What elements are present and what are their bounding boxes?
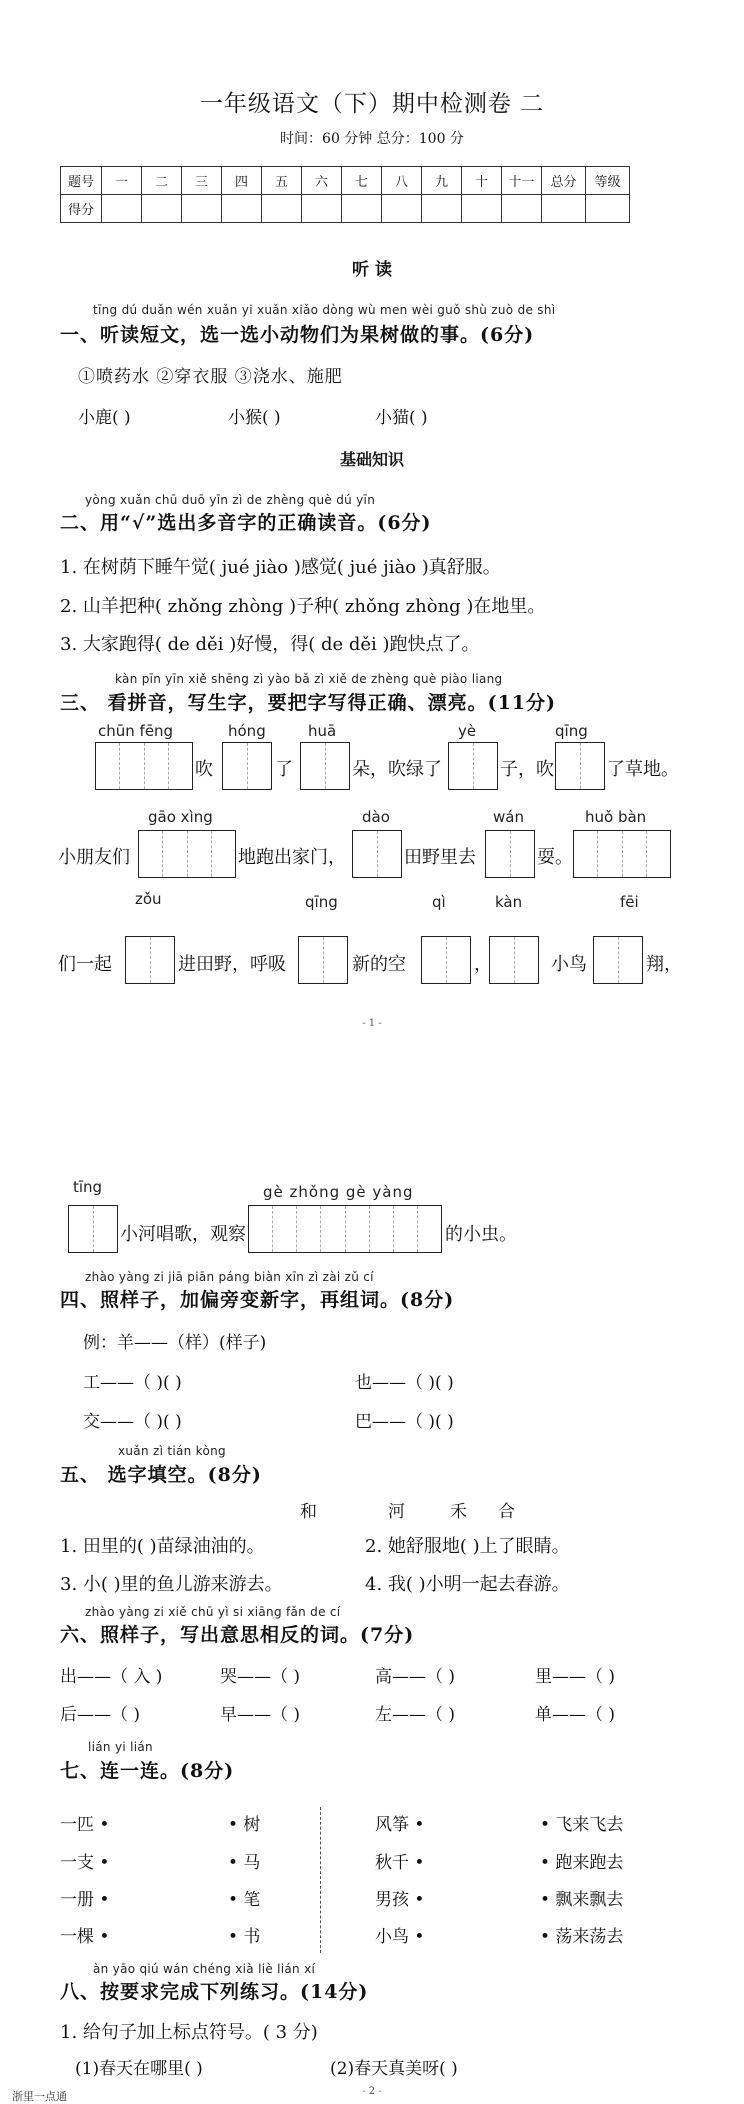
q7-col2-item[interactable]: • 笔 [228, 1890, 261, 1910]
q7-col2-item[interactable]: • 书 [228, 1927, 261, 1947]
q8-item: (1)春天在哪里( ) [75, 2059, 203, 2079]
q3-l2-text: 小朋友们 [58, 847, 130, 868]
score-header-cell: 题号 [61, 167, 102, 195]
q6-item: 左——（ ) [375, 1705, 456, 1725]
q3-l4-pinyin: gè zhǒng gè yàng [263, 1183, 414, 1201]
q3-l3-text: 小鸟 [551, 954, 587, 975]
q4-pinyin: zhào yàng zi jiā piān páng biàn xīn zì zài zǔ cí [85, 1270, 374, 1284]
divider-dashed [320, 1807, 321, 1953]
score-cell [302, 195, 342, 223]
score-cell [586, 195, 630, 223]
q1-title: 一、听读短文，选一选小动物们为果树做的事。(6分) [60, 324, 535, 346]
score-header-cell: 一 [102, 167, 142, 195]
score-header-cell: 十一 [502, 167, 542, 195]
score-header-cell: 九 [422, 167, 462, 195]
q4-row: 也——（ )( ) [355, 1373, 454, 1393]
q8-item: (2)春天真美呀( ) [330, 2059, 458, 2079]
q3-l2-text: 田野里去 [404, 847, 476, 868]
q3-l1-text: 了草地。 [607, 759, 679, 780]
q3-l4-pinyin: tīng [73, 1178, 103, 1196]
q4-row: 交——（ )( ) [83, 1412, 182, 1432]
q3-l4-text: 小河唱歌，观察 [120, 1224, 246, 1245]
score-cell [222, 195, 262, 223]
q3-l4-text: 的小虫。 [445, 1224, 517, 1245]
q1-animal: 小猴( ) [228, 408, 281, 428]
score-cell [102, 195, 142, 223]
q7-col3-item[interactable]: 风筝 • [375, 1815, 425, 1835]
q7-col1-item[interactable]: 一棵 • [60, 1927, 110, 1947]
q7-col4-item[interactable]: • 飘来飘去 [540, 1890, 624, 1910]
writing-box[interactable] [448, 742, 498, 790]
q3-l1-text: 朵，吹绿了 [352, 759, 442, 780]
score-header-cell: 六 [302, 167, 342, 195]
exam-subtitle: 时间：60 分钟 总分：100 分 [280, 131, 464, 147]
q1-animal: 小鹿( ) [78, 408, 131, 428]
q7-col2-item[interactable]: • 马 [228, 1853, 261, 1873]
score-header-cell: 二 [142, 167, 182, 195]
q6-title: 六、照样子，写出意思相反的词。(7分) [60, 1624, 415, 1646]
writing-box[interactable] [298, 936, 348, 984]
q6-item: 单——（ ) [535, 1705, 616, 1725]
q5-pinyin: xuǎn zì tián kòng [118, 1444, 226, 1458]
q3-l3-pinyin: qīng [305, 893, 338, 911]
score-cell [182, 195, 222, 223]
score-cell [262, 195, 302, 223]
q8-sub1: 1. 给句子加上标点符号。( 3 分) [60, 2022, 318, 2043]
q6-item: 早——（ ) [220, 1705, 301, 1725]
q7-col4-item[interactable]: • 飞来飞去 [540, 1815, 624, 1835]
q7-col3-item[interactable]: 秋千 • [375, 1853, 425, 1873]
writing-box[interactable] [573, 830, 671, 878]
score-cell [422, 195, 462, 223]
q7-col1-item[interactable]: 一匹 • [60, 1815, 110, 1835]
q3-l1-pinyin: qīng [555, 722, 588, 740]
writing-box[interactable] [248, 1205, 442, 1253]
writing-box[interactable] [352, 830, 402, 878]
q3-l1-text: 了 [275, 759, 293, 780]
q5-char: 禾 [450, 1502, 467, 1522]
writing-box[interactable] [68, 1205, 118, 1253]
q2-pinyin: yòng xuǎn chū duō yīn zì de zhèng què dú yīn [85, 493, 376, 507]
q3-l3-text: 进田野，呼吸 [178, 954, 286, 975]
q3-l3-text: 翔， [646, 954, 682, 975]
brand-footer: 浙里一点通 [12, 2090, 67, 2103]
score-header-cell: 十 [462, 167, 502, 195]
q3-l3-text: 们一起 [58, 954, 112, 975]
q3-l2-text: 耍。 [537, 847, 573, 868]
writing-box[interactable] [125, 936, 175, 984]
q2-item: 1. 在树荫下睡午觉( jué jiào )感觉( jué jiào )真舒服。 [60, 557, 501, 578]
score-header-cell: 四 [222, 167, 262, 195]
q3-l2-pinyin: gāo xìng [148, 808, 213, 826]
page-number: - 2 - [362, 2086, 382, 2097]
score-header-cell: 七 [342, 167, 382, 195]
q7-pinyin: lián yi lián [88, 1740, 153, 1754]
q3-l3-pinyin: qì [432, 893, 446, 911]
q3-pinyin: kàn pīn yīn xiě shēng zì yào bǎ zì xiě de zhèng què piào liang [115, 672, 503, 686]
writing-box[interactable] [489, 936, 539, 984]
q7-title: 七、连一连。(8分) [60, 1760, 235, 1782]
q3-l3-pinyin: zǒu [135, 890, 162, 908]
q3-l2-text: 地跑出家门， [238, 847, 346, 868]
writing-box[interactable] [593, 936, 643, 984]
score-table-score-row [61, 195, 630, 223]
q7-col2-item[interactable]: • 树 [228, 1815, 261, 1835]
q8-pinyin: àn yāo qiú wán chéng xià liè lián xí [93, 1962, 316, 1976]
score-header-cell: 等级 [586, 167, 630, 195]
q7-col1-item[interactable]: 一支 • [60, 1853, 110, 1873]
score-cell [542, 195, 586, 223]
q5-item: 1. 田里的( )苗绿油油的。 [60, 1536, 265, 1557]
q2-item: 3. 大家跑得( de děi )好慢，得( de děi )跑快点了。 [60, 634, 480, 655]
q3-l3-pinyin: kàn [495, 893, 523, 911]
writing-box[interactable] [421, 936, 471, 984]
q3-l1-pinyin: huā [308, 722, 337, 740]
q4-row: 工——（ )( ) [83, 1373, 182, 1393]
q6-pinyin: zhào yàng zi xiě chū yì si xiāng fǎn de cí [85, 1605, 341, 1619]
q5-item: 3. 小( )里的鱼儿游来游去。 [60, 1574, 283, 1595]
q5-char: 河 [388, 1502, 405, 1522]
q6-item: 后——（ ) [60, 1705, 141, 1725]
score-cell [462, 195, 502, 223]
q3-l1-pinyin: hóng [228, 722, 266, 740]
q5-item: 4. 我( )小明一起去春游。 [365, 1574, 570, 1595]
q1-animal: 小猫( ) [375, 408, 428, 428]
score-header-cell: 三 [182, 167, 222, 195]
q5-char: 和 [300, 1502, 317, 1522]
section-listening-title: 听 读 [352, 260, 392, 280]
q3-l3-text: 新的空 [352, 954, 406, 975]
score-row-label: 得分 [61, 195, 102, 223]
q3-l1-pinyin: yè [458, 722, 477, 740]
writing-box[interactable] [485, 830, 535, 878]
q5-item: 2. 她舒服地( )上了眼睛。 [365, 1536, 570, 1557]
q7-col1-item[interactable]: 一册 • [60, 1890, 110, 1910]
q6-item: 哭——（ ) [220, 1667, 301, 1687]
q5-title: 五、 选字填空。(8分) [60, 1464, 262, 1486]
q3-l1-pinyin: chūn fēng [98, 722, 174, 740]
q6-item: 出——（ 入 ) [60, 1667, 163, 1687]
page-title: 一年级语文（下）期中检测卷 二 [199, 91, 545, 117]
page-number: - 1 - [362, 1018, 382, 1029]
q7-col3-item[interactable]: 男孩 • [375, 1890, 425, 1910]
q4-example: 例：羊——（样）(样子) [83, 1333, 267, 1353]
score-cell [342, 195, 382, 223]
q3-l1-text: 吹 [195, 759, 213, 780]
q3-l3-text: ， [474, 954, 492, 975]
q2-item: 2. 山羊把种( zhǒng zhòng )子种( zhǒng zhòng )在地里。 [60, 596, 546, 617]
writing-box[interactable] [300, 742, 350, 790]
score-cell [142, 195, 182, 223]
writing-box[interactable] [95, 742, 193, 790]
q3-l3-pinyin: fēi [620, 893, 639, 911]
q2-title: 二、用“√”选出多音字的正确读音。(6分) [60, 512, 432, 534]
q7-col3-item[interactable]: 小鸟 • [375, 1927, 425, 1947]
q1-pinyin: tīng dú duǎn wén xuǎn yi xuǎn xiǎo dòng wù men wèi guǒ shù zuò de shì [93, 303, 556, 317]
section-basic-title: 基础知识 [339, 450, 404, 469]
score-table-header-row [61, 167, 630, 195]
q3-l2-pinyin: dào [362, 808, 390, 826]
score-header-cell: 五 [262, 167, 302, 195]
q4-title: 四、照样子，加偏旁变新字，再组词。(8分) [60, 1289, 455, 1311]
q5-char: 合 [498, 1502, 515, 1522]
q3-l2-pinyin: wán [493, 808, 524, 826]
writing-box[interactable] [138, 830, 236, 878]
score-header-cell: 八 [382, 167, 422, 195]
q4-row: 巴——（ )( ) [355, 1412, 454, 1432]
writing-box[interactable] [555, 742, 605, 790]
q3-l2-pinyin: huǒ bàn [585, 808, 647, 826]
score-cell [502, 195, 542, 223]
score-table [60, 166, 630, 223]
score-cell [382, 195, 422, 223]
q6-item: 高——（ ) [375, 1667, 456, 1687]
score-header-cell: 总分 [542, 167, 586, 195]
q1-options: ①喷药水 ②穿衣服 ③浇水、施肥 [78, 367, 343, 387]
q8-title: 八、按要求完成下列练习。(14分) [60, 1981, 369, 2003]
q7-col4-item[interactable]: • 跑来跑去 [540, 1853, 624, 1873]
q3-l1-text: 子，吹 [500, 759, 554, 780]
q6-item: 里——（ ) [535, 1667, 616, 1687]
q3-title: 三、 看拼音，写生字，要把字写得正确、漂亮。(11分) [60, 692, 557, 714]
q7-col4-item[interactable]: • 荡来荡去 [540, 1927, 624, 1947]
writing-box[interactable] [222, 742, 272, 790]
